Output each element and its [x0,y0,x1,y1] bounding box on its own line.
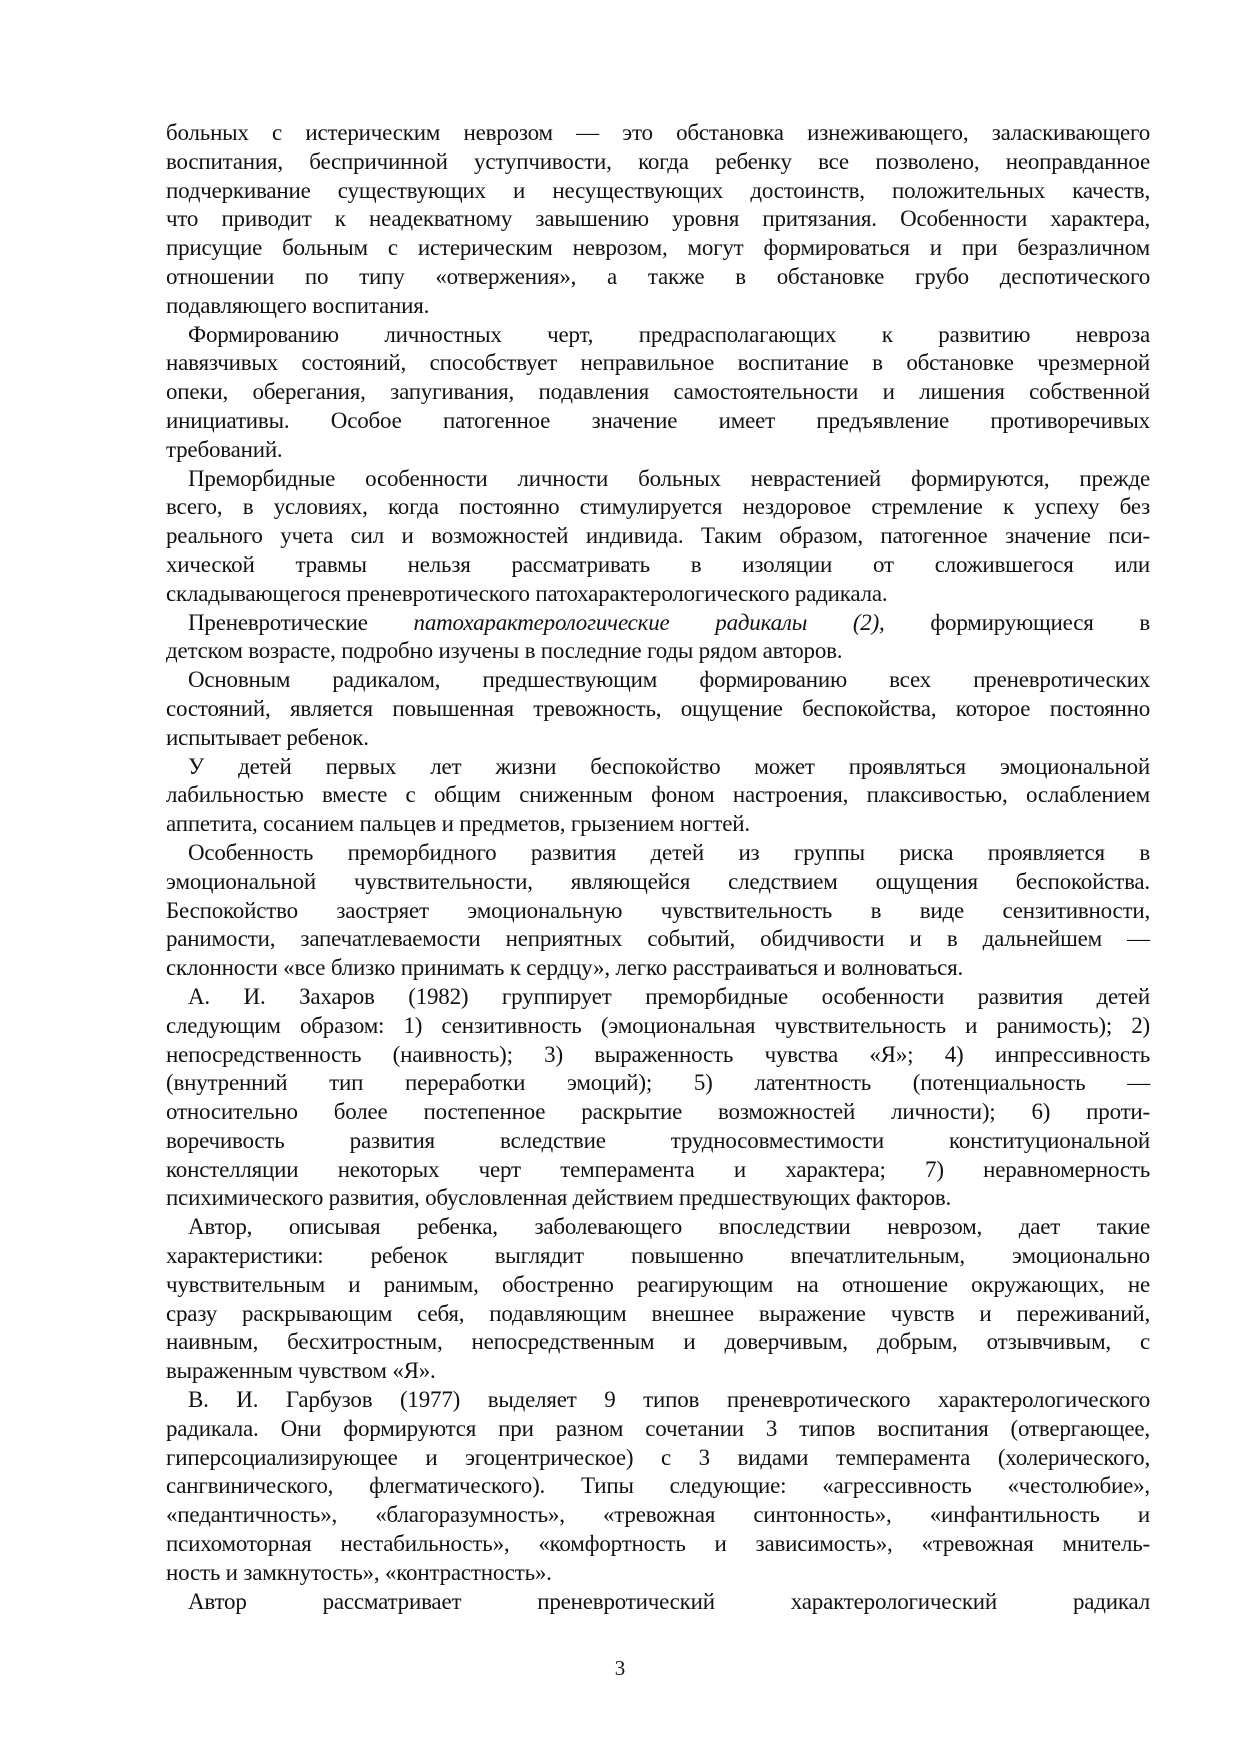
text-line: воречивость развития вследствие трудносовместимости конституциональной [166,1127,1150,1153]
text-line: склонности «все близко принимать к сердцу», легко расстраиваться и волноваться. [166,955,964,981]
text-line: выраженным чувством «Я». [166,1358,436,1384]
text-line: «педантичность», «благоразумность», «тревожная синтонность», «инфантильность и [166,1502,1150,1528]
text-line: навязчивых состояний, способствует неправильное воспитание в обстановке чрезмерной [166,350,1150,376]
text-segment: формирующиеся в [884,609,1151,635]
text-line: непосредственность (наивность); 3) выраженность чувства «Я»; 4) инпрессивность [166,1041,1150,1067]
paragraph [166,119,1150,321]
text-line: состояний, является повышенная тревожность, ощущение беспокойства, которое постоянно [166,695,1150,721]
text-line: реального учета сил и возможностей индивида. Таким образом, патогенное значение пси- [166,523,1150,549]
text-line: психимического развития, обусловленная действием предшествующих факторов. [166,1185,952,1211]
text-line: Беспокойство заостряет эмоциональную чувствительность в виде сензитивности, [166,897,1150,923]
text-line: радикала. Они формируются при разном сочетании 3 типов воспитания (отвергающее, [166,1415,1150,1441]
text-line [166,609,1150,638]
paragraph [166,609,1150,667]
text-line: инициативы. Особое патогенное значение имеет предъявление противоречивых [166,407,1150,433]
text-line: сразу раскрывающим себя, подавляющим внешнее выражение чувств и переживаний, [166,1300,1150,1326]
paragraph [166,753,1150,839]
text-line: Автор рассматривает преневротический характерологический радикал [188,1588,1150,1614]
text-line: испытывает ребенок. [166,724,369,750]
text-line: относительно более постепенное раскрытие возможностей личности); 6) проти- [166,1099,1150,1125]
text-line: (внутренний тип переработки эмоций); 5) латентность (потенциальность — [166,1070,1150,1096]
paragraph [166,1588,1150,1617]
text-line: гиперсоциализирующее и эгоцентрическое) с 3 видами темперамента (холерического, [166,1444,1150,1470]
italic-term: патохарактерологические радикалы (2), [413,609,885,635]
text-line: Формированию личностных черт, предрасполагающих к развитию невроза [188,321,1150,347]
document-body [166,119,1150,1616]
text-line: подчеркивание существующих и несуществующих достоинств, положительных качеств, [166,177,1150,203]
text-line: наивным, бесхитростным, непосредственным и доверчивым, добрым, отзывчивым, с [166,1329,1150,1355]
text-line: детском возрасте, подробно изучены в последние годы рядом авторов. [166,638,843,664]
text-line: У детей первых лет жизни беспокойство может проявляться эмоциональной [188,753,1150,779]
paragraph [166,839,1150,983]
text-line: Автор, описывая ребенка, заболевающего впоследствии неврозом, дает такие [188,1214,1150,1240]
text-segment: Преневротические [188,609,414,635]
text-line: А. И. Захаров (1982) группирует преморбидные особенности развития детей [188,983,1150,1009]
text-line: лабильностью вместе с общим сниженным фоном настроения, плаксивостью, ослаблением [166,782,1150,808]
text-line: аппетита, сосанием пальцев и предметов, грызением ногтей. [166,811,750,837]
text-line: всего, в условиях, когда постоянно стимулируется нездоровое стремление к успеху без [166,494,1150,520]
text-line: отношении по типу «отвержения», а также в обстановке грубо деспотического [166,263,1150,289]
text-line: Преморбидные особенности личности больных неврастенией формируются, прежде [188,465,1150,491]
text-line: ранимости, запечатлеваемости неприятных событий, обидчивости и в дальнейшем — [166,926,1150,952]
text-line: подавляющего воспитания. [166,292,430,318]
text-line: следующим образом: 1) сензитивность (эмоциональная чувствительность и ранимость); 2) [166,1012,1150,1038]
text-line: складывающегося преневротического патохарактерологического радикала. [166,580,888,606]
text-line: присущие больным с истерическим неврозом, могут формироваться и при безразличном [166,235,1150,261]
page-number: 3 [614,1656,626,1680]
text-line: чувствительным и ранимым, обостренно реагирующим на отношение окружающих, не [166,1271,1150,1297]
text-line: сангвинического, флегматического). Типы следующие: «агрессивность «честолюбие», [166,1473,1150,1499]
text-line: психомоторная нестабильность», «комфортность и зависимость», «тревожная мнитель- [166,1531,1150,1557]
text-line: хической травмы нельзя рассматривать в изоляции от сложившегося или [166,551,1150,577]
paragraph [166,983,1150,1213]
text-line: воспитания, беспричинной уступчивости, когда ребенку все позволено, неоправданное [166,148,1150,174]
paragraph [166,465,1150,609]
paragraph [166,321,1150,465]
text-line: констелляции некоторых черт темперамента и характера; 7) неравномерность [166,1156,1150,1182]
text-line: Особенность преморбидного развития детей из группы риска проявляется в [188,839,1150,865]
text-line: ность и замкнутость», «контрастность». [166,1559,552,1585]
text-line: характеристики: ребенок выглядит повышенно впечатлительным, эмоционально [166,1243,1150,1269]
text-line: В. И. Гарбузов (1977) выделяет 9 типов преневротического характерологического [188,1387,1150,1413]
text-line: что приводит к неадекватному завышению уровня притязания. Особенности характера, [166,206,1150,232]
text-line: Основным радикалом, предшествующим формированию всех преневротических [188,667,1150,693]
text-line: опеки, оберегания, запугивания, подавления самостоятельности и лишения собственной [166,379,1150,405]
text-line: эмоциональной чувствительности, являющейся следствием ощущения беспокойства. [166,868,1150,894]
text-line: больных с истерическим неврозом — это обстановка изнеживающего, заласкивающего [166,120,1150,145]
text-line: требований. [166,436,283,462]
paragraph [166,666,1150,752]
paragraph [166,1213,1150,1386]
paragraph [166,1386,1150,1588]
